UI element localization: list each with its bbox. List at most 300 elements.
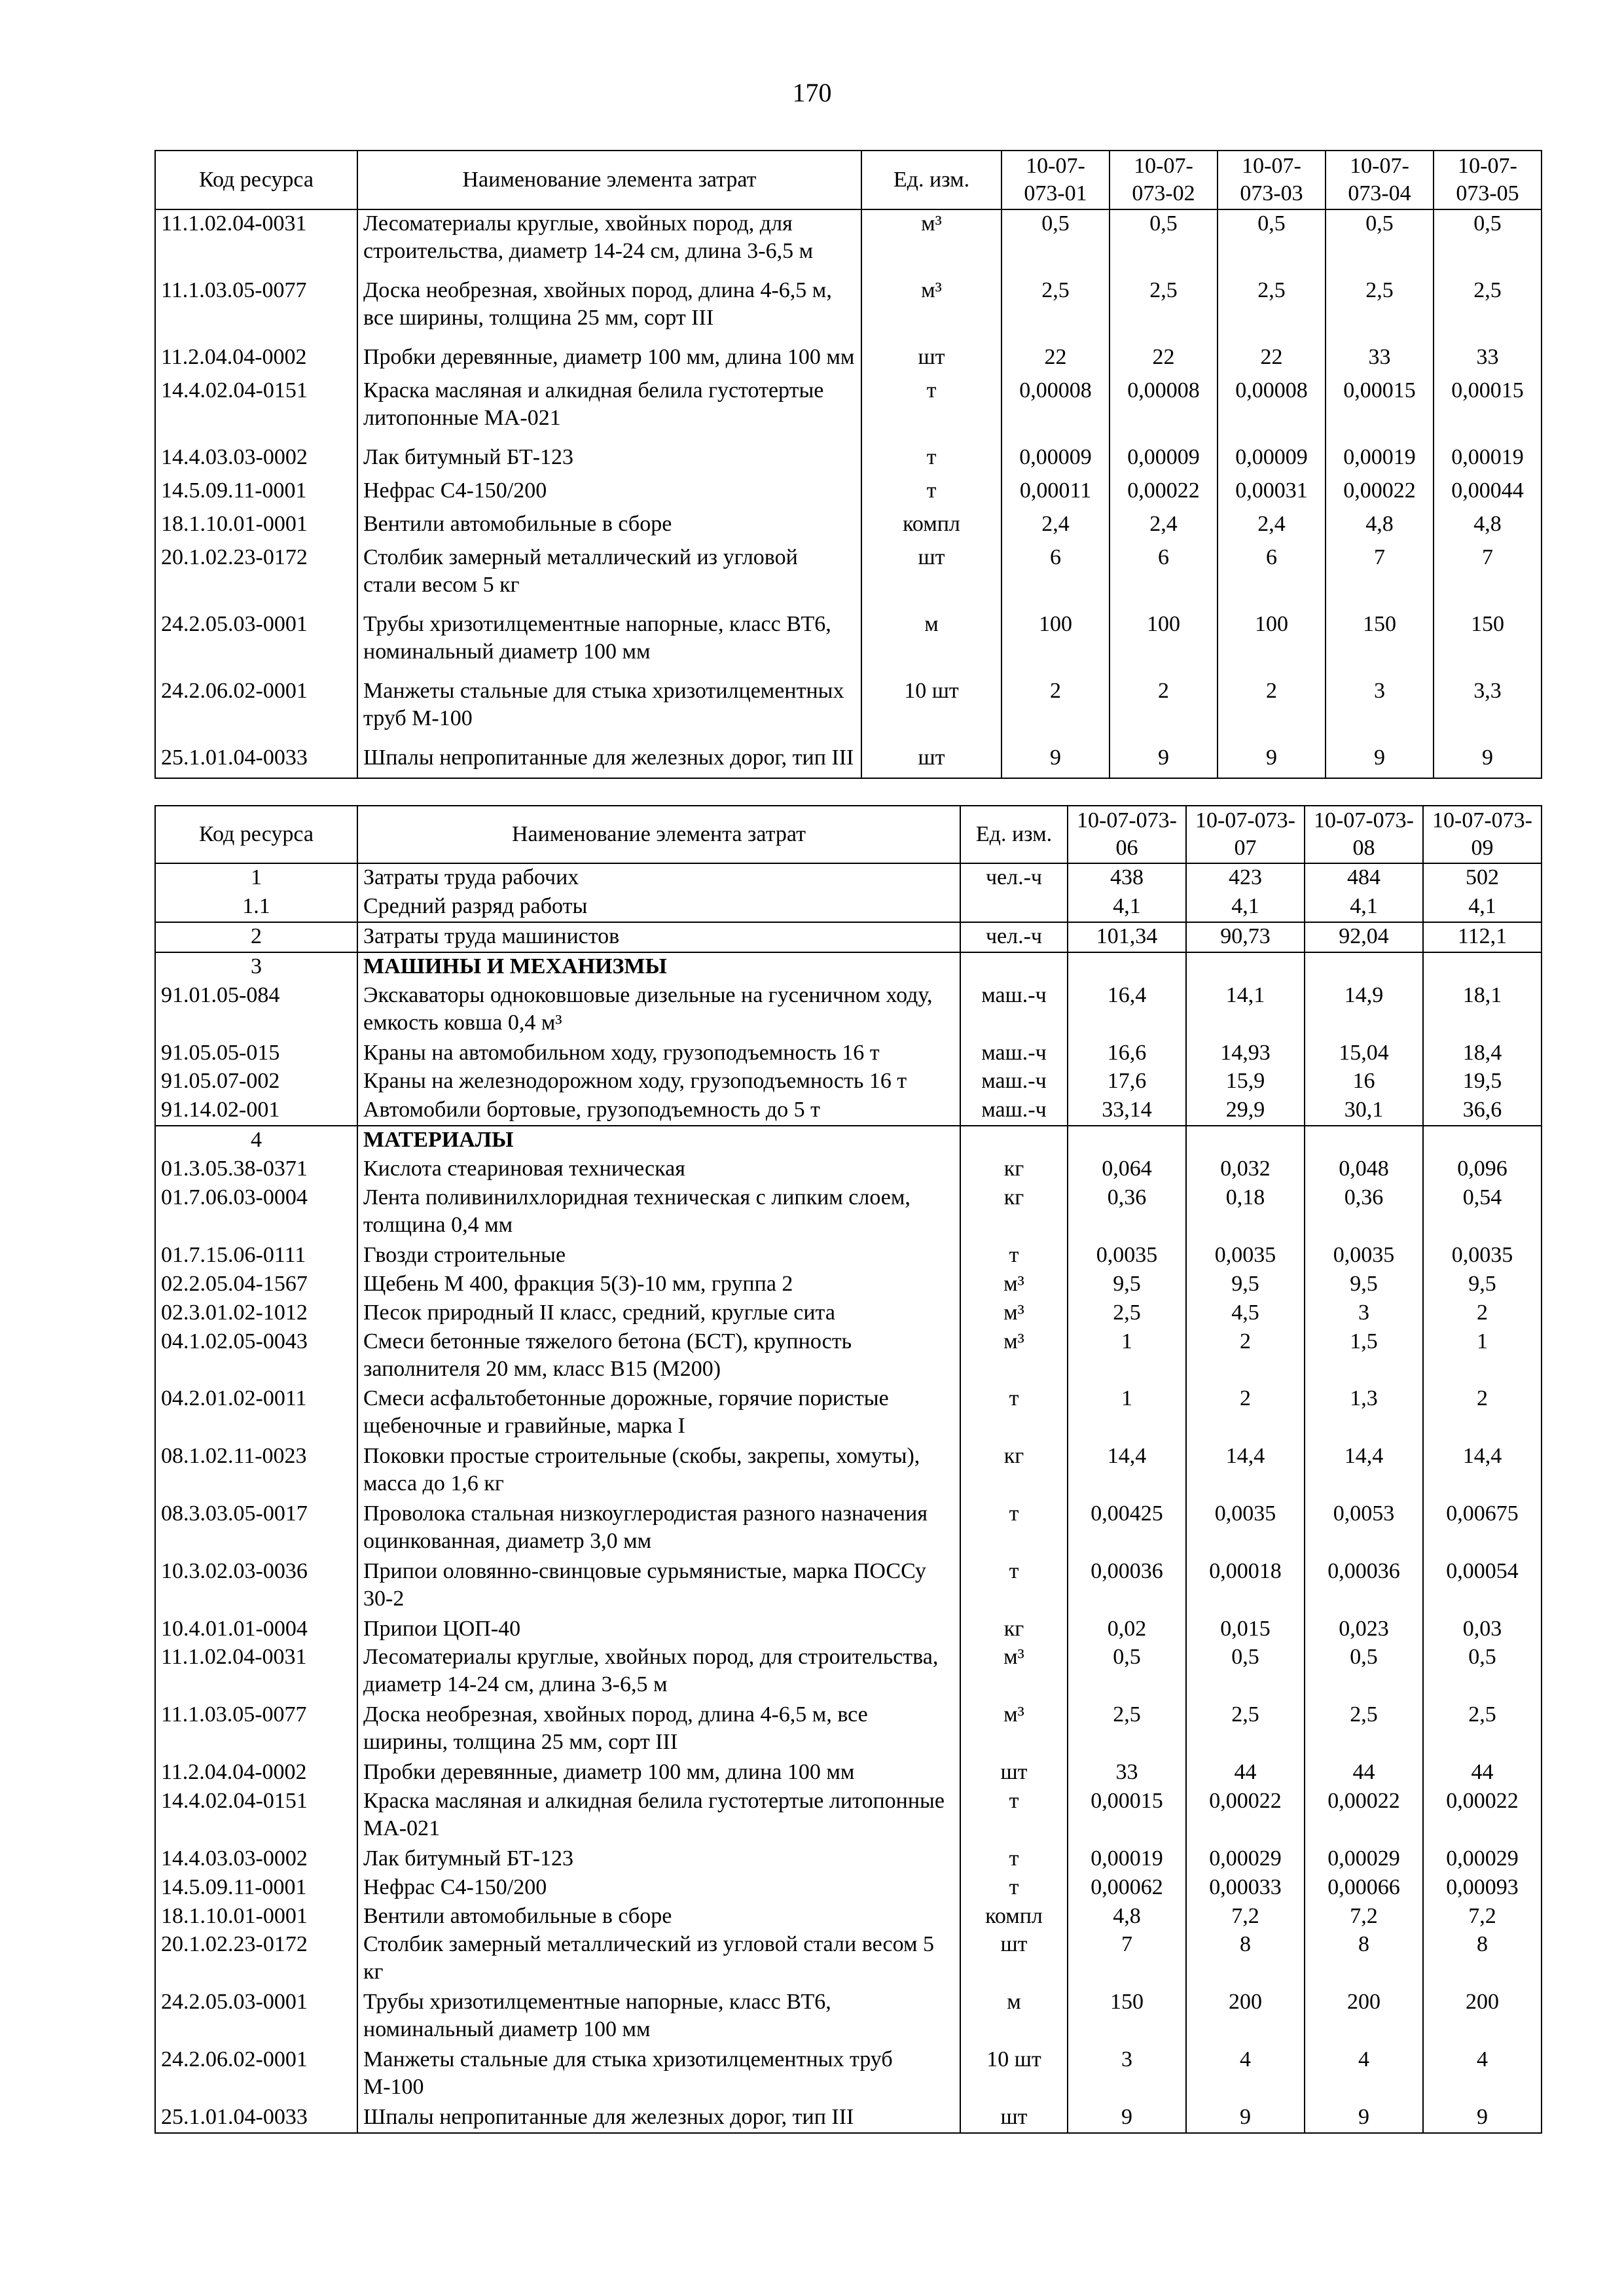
value-cell: 6: [1001, 544, 1110, 611]
value-cell: 33: [1068, 1759, 1186, 1787]
resource-code-cell: 01.7.06.03-0004: [155, 1184, 357, 1242]
value-cell: 14,9: [1305, 982, 1423, 1039]
resource-code-cell: 20.1.02.23-0172: [155, 1931, 357, 1988]
table-header-row: [155, 806, 1542, 863]
value-cell: [1423, 1126, 1542, 1155]
table-row: [155, 1299, 1542, 1328]
table-row: [155, 1874, 1542, 1903]
table-row: [155, 863, 1542, 893]
value-cell: 0,36: [1305, 1184, 1423, 1242]
value-cell: 150: [1326, 611, 1434, 677]
resource-code-cell: 04.1.02.05-0043: [155, 1328, 357, 1386]
unit-cell: т: [861, 444, 1001, 477]
value-cell: 100: [1218, 611, 1326, 677]
value-cell: 2,5: [1068, 1299, 1186, 1328]
value-cell: 0,5: [1001, 209, 1110, 277]
value-cell: 6: [1218, 544, 1326, 611]
resource-code-cell: 11.2.04.04-0002: [155, 344, 357, 377]
value-cell: 9: [1068, 2104, 1186, 2133]
header-norm-col: 10-07-073-01: [1001, 151, 1110, 209]
cost-element-cell: Лесоматериалы круглые, хвойных пород, для строительства, диаметр 14-24 см, длина 3-6,5 м: [357, 1643, 960, 1701]
header-unit: Ед. изм.: [861, 151, 1001, 209]
header-cost-element: Наименование элемента затрат: [357, 806, 960, 863]
value-cell: 9: [1001, 744, 1110, 778]
value-cell: 0,00011: [1001, 477, 1110, 511]
value-cell: [1423, 952, 1542, 982]
table-row: [155, 677, 1542, 744]
cost-element-cell: Столбик замерный металлический из угловой стали весом 5 кг: [357, 544, 861, 611]
table-row: [155, 1385, 1542, 1443]
value-cell: 15,9: [1186, 1067, 1305, 1096]
cost-element-cell: Щебень М 400, фракция 5(3)-10 мм, группа 2: [357, 1270, 960, 1299]
value-cell: 9: [1110, 744, 1218, 778]
value-cell: 22: [1218, 344, 1326, 377]
unit-cell: [960, 1126, 1068, 1155]
resource-code-cell: 25.1.01.04-0033: [155, 744, 357, 778]
value-cell: 9: [1305, 2104, 1423, 2133]
value-cell: [1305, 1126, 1423, 1155]
value-cell: 0,5: [1186, 1643, 1305, 1701]
cost-element-cell: Смеси бетонные тяжелого бетона (БСТ), крупность заполнителя 20 мм, класс В15 (М200): [357, 1328, 960, 1386]
unit-cell: компл: [960, 1903, 1068, 1931]
cost-element-cell: Экскаваторы одноковшовые дизельные на гусеничном ходу, емкость ковша 0,4 м³: [357, 982, 960, 1039]
value-cell: 4,1: [1305, 893, 1423, 922]
value-cell: 4,8: [1434, 511, 1542, 544]
value-cell: 101,34: [1068, 922, 1186, 952]
value-cell: 0,00033: [1186, 1874, 1305, 1903]
value-cell: 7,2: [1305, 1903, 1423, 1931]
value-cell: 4,1: [1186, 893, 1305, 922]
cost-element-cell: Столбик замерный металлический из угловой стали весом 5 кг: [357, 1931, 960, 1988]
value-cell: 0,00036: [1305, 1558, 1423, 1615]
unit-cell: т: [960, 1242, 1068, 1270]
value-cell: 0,00009: [1110, 444, 1218, 477]
value-cell: 100: [1001, 611, 1110, 677]
unit-cell: кг: [960, 1615, 1068, 1644]
table-row: [155, 1787, 1542, 1845]
value-cell: 2: [1001, 677, 1110, 744]
value-cell: 0,00062: [1068, 1874, 1186, 1903]
value-cell: 30,1: [1305, 1096, 1423, 1126]
unit-cell: [960, 893, 1068, 922]
table-row: [155, 277, 1542, 344]
value-cell: 7,2: [1423, 1903, 1542, 1931]
value-cell: 0,00008: [1110, 377, 1218, 444]
value-cell: 9,5: [1186, 1270, 1305, 1299]
table-row: [155, 1701, 1542, 1759]
resource-code-cell: 10.4.01.01-0004: [155, 1615, 357, 1644]
table-row: [155, 1615, 1542, 1644]
resource-code-cell: 91.14.02-001: [155, 1096, 357, 1126]
unit-cell: 10 шт: [861, 677, 1001, 744]
value-cell: 0,5: [1068, 1643, 1186, 1701]
value-cell: 0,5: [1218, 209, 1326, 277]
value-cell: 22: [1001, 344, 1110, 377]
table-row: [155, 922, 1542, 952]
resource-code-cell: 25.1.01.04-0033: [155, 2104, 357, 2133]
value-cell: 4,8: [1326, 511, 1434, 544]
value-cell: 112,1: [1423, 922, 1542, 952]
value-cell: 4,8: [1068, 1903, 1186, 1931]
table-header-row: [155, 151, 1542, 209]
cost-element-cell: Нефрас С4-150/200: [357, 477, 861, 511]
value-cell: 3,3: [1434, 677, 1542, 744]
unit-cell: шт: [960, 2104, 1068, 2133]
cost-element-cell: Лента поливинилхлоридная техническая с липким слоем, толщина 0,4 мм: [357, 1184, 960, 1242]
table-row: [155, 744, 1542, 778]
value-cell: [1186, 952, 1305, 982]
table-row: [155, 1242, 1542, 1270]
value-cell: 0,00022: [1326, 477, 1434, 511]
value-cell: 2,5: [1110, 277, 1218, 344]
table-row: [155, 1184, 1542, 1242]
value-cell: 1,3: [1305, 1385, 1423, 1443]
table-row: [155, 1039, 1542, 1068]
value-cell: 0,00675: [1423, 1500, 1542, 1558]
unit-cell: шт: [960, 1931, 1068, 1988]
resource-code-cell: 91.01.05-084: [155, 982, 357, 1039]
value-cell: 9: [1218, 744, 1326, 778]
resource-code-cell: 11.2.04.04-0002: [155, 1759, 357, 1787]
value-cell: 0,048: [1305, 1155, 1423, 1184]
cost-element-cell: Краска масляная и алкидная белила густотертые литопонные МА-021: [357, 377, 861, 444]
value-cell: 0,54: [1423, 1184, 1542, 1242]
cost-element-cell: Затраты труда рабочих: [357, 863, 960, 893]
resource-code-cell: 11.1.02.04-0031: [155, 1643, 357, 1701]
value-cell: 8: [1305, 1931, 1423, 1988]
cost-element-cell: Лак битумный БТ-123: [357, 1845, 960, 1874]
cost-element-cell: Лесоматериалы круглые, хвойных пород, для строительства, диаметр 14-24 см, длина 3-6,5 м: [357, 209, 861, 277]
header-resource-code: Код ресурса: [155, 806, 357, 863]
table-row: [155, 344, 1542, 377]
unit-cell: т: [960, 1787, 1068, 1845]
value-cell: 0,00015: [1326, 377, 1434, 444]
table-row: [155, 1270, 1542, 1299]
value-cell: 0,0035: [1186, 1500, 1305, 1558]
cost-element-cell: Пробки деревянные, диаметр 100 мм, длина 100 мм: [357, 344, 861, 377]
unit-cell: кг: [960, 1155, 1068, 1184]
value-cell: 0,00425: [1068, 1500, 1186, 1558]
resource-code-cell: 14.4.03.03-0002: [155, 1845, 357, 1874]
cost-element-cell: Манжеты стальные для стыка хризотилцементных труб М-100: [357, 2046, 960, 2104]
table-row: [155, 1328, 1542, 1386]
unit-cell: м³: [960, 1328, 1068, 1386]
value-cell: 2,5: [1186, 1701, 1305, 1759]
value-cell: 0,00022: [1110, 477, 1218, 511]
value-cell: 29,9: [1186, 1096, 1305, 1126]
value-cell: 9: [1326, 744, 1434, 778]
table-row: [155, 1443, 1542, 1500]
cost-element-cell: Шпалы непропитанные для железных дорог, тип III: [357, 744, 861, 778]
value-cell: 18,4: [1423, 1039, 1542, 1068]
cost-element-cell: Доска необрезная, хвойных пород, длина 4-6,5 м, все ширины, толщина 25 мм, сорт III: [357, 277, 861, 344]
value-cell: 0,0035: [1423, 1242, 1542, 1270]
unit-cell: кг: [960, 1443, 1068, 1500]
cost-element-cell: Нефрас С4-150/200: [357, 1874, 960, 1903]
value-cell: 4: [1423, 2046, 1542, 2104]
header-norm-col: 10-07-073-02: [1110, 151, 1218, 209]
value-cell: 0,00054: [1423, 1558, 1542, 1615]
value-cell: 0,03: [1423, 1615, 1542, 1644]
cost-element-cell: Гвозди строительные: [357, 1242, 960, 1270]
value-cell: 2: [1186, 1385, 1305, 1443]
cost-element-cell: Краны на железнодорожном ходу, грузоподъемность 16 т: [357, 1067, 960, 1096]
cost-element-cell: Кислота стеариновая техническая: [357, 1155, 960, 1184]
resource-code-cell: 02.2.05.04-1567: [155, 1270, 357, 1299]
value-cell: 4: [1186, 2046, 1305, 2104]
unit-cell: маш.-ч: [960, 1067, 1068, 1096]
value-cell: 0,00015: [1068, 1787, 1186, 1845]
cost-element-cell: Поковки простые строительные (скобы, закрепы, хомуты), масса до 1,6 кг: [357, 1443, 960, 1500]
table-row: [155, 1558, 1542, 1615]
value-cell: 3: [1305, 1299, 1423, 1328]
cost-element-cell: Смеси асфальтобетонные дорожные, горячие пористые щебеночные и гравийные, марка I: [357, 1385, 960, 1443]
cost-element-cell: Пробки деревянные, диаметр 100 мм, длина 100 мм: [357, 1759, 960, 1787]
cost-element-cell: Проволока стальная низкоуглеродистая разного назначения оцинкованная, диаметр 3,0 мм: [357, 1500, 960, 1558]
value-cell: 200: [1186, 1988, 1305, 2046]
value-cell: 7: [1326, 544, 1434, 611]
value-cell: [1068, 952, 1186, 982]
value-cell: 33: [1326, 344, 1434, 377]
unit-cell: шт: [861, 744, 1001, 778]
table-row: [155, 1500, 1542, 1558]
value-cell: 16: [1305, 1067, 1423, 1096]
table-row: [155, 444, 1542, 477]
value-cell: 0,5: [1110, 209, 1218, 277]
value-cell: 150: [1068, 1988, 1186, 2046]
unit-cell: м³: [960, 1643, 1068, 1701]
value-cell: 0,00022: [1423, 1787, 1542, 1845]
value-cell: 0,36: [1068, 1184, 1186, 1242]
value-cell: 0,032: [1186, 1155, 1305, 1184]
unit-cell: 10 шт: [960, 2046, 1068, 2104]
value-cell: 484: [1305, 863, 1423, 893]
unit-cell: шт: [960, 1759, 1068, 1787]
header-norm-col: 10-07-073-07: [1186, 806, 1305, 863]
value-cell: 2: [1186, 1328, 1305, 1386]
cost-element-cell: Трубы хризотилцементные напорные, класс ВТ6, номинальный диаметр 100 мм: [357, 611, 861, 677]
unit-cell: м³: [960, 1701, 1068, 1759]
value-cell: 36,6: [1423, 1096, 1542, 1126]
value-cell: 33,14: [1068, 1096, 1186, 1126]
value-cell: 90,73: [1186, 922, 1305, 952]
resource-code-cell: 01.7.15.06-0111: [155, 1242, 357, 1270]
value-cell: 4,5: [1186, 1299, 1305, 1328]
value-cell: 0,00066: [1305, 1874, 1423, 1903]
table-row: [155, 1931, 1542, 1988]
header-norm-col: 10-07-073-04: [1326, 151, 1434, 209]
unit-cell: м³: [861, 277, 1001, 344]
value-cell: 2: [1423, 1299, 1542, 1328]
value-cell: 14,1: [1186, 982, 1305, 1039]
value-cell: 0,5: [1305, 1643, 1423, 1701]
value-cell: 0,00008: [1001, 377, 1110, 444]
value-cell: 2,4: [1001, 511, 1110, 544]
value-cell: 2,4: [1218, 511, 1326, 544]
unit-cell: т: [960, 1558, 1068, 1615]
table-row: [155, 982, 1542, 1039]
value-cell: 0,00044: [1434, 477, 1542, 511]
cost-element-cell: Песок природный II класс, средний, круглые сита: [357, 1299, 960, 1328]
unit-cell: т: [861, 477, 1001, 511]
cost-element-cell: Краска масляная и алкидная белила густотертые литопонные МА-021: [357, 1787, 960, 1845]
table-row: [155, 209, 1542, 277]
cost-element-cell: Доска необрезная, хвойных пород, длина 4-6,5 м, все ширины, толщина 25 мм, сорт III: [357, 1701, 960, 1759]
cost-element-cell: Трубы хризотилцементные напорные, класс ВТ6, номинальный диаметр 100 мм: [357, 1988, 960, 2046]
value-cell: 2: [1218, 677, 1326, 744]
value-cell: 9: [1434, 744, 1542, 778]
unit-cell: маш.-ч: [960, 1039, 1068, 1068]
value-cell: 0,096: [1423, 1155, 1542, 1184]
value-cell: 0,064: [1068, 1155, 1186, 1184]
unit-cell: компл: [861, 511, 1001, 544]
value-cell: 1: [1423, 1328, 1542, 1386]
header-unit: Ед. изм.: [960, 806, 1068, 863]
value-cell: 19,5: [1423, 1067, 1542, 1096]
value-cell: 17,6: [1068, 1067, 1186, 1096]
value-cell: 8: [1186, 1931, 1305, 1988]
unit-cell: м³: [960, 1270, 1068, 1299]
unit-cell: шт: [861, 544, 1001, 611]
value-cell: 1: [1068, 1385, 1186, 1443]
value-cell: 150: [1434, 611, 1542, 677]
header-resource-code: Код ресурса: [155, 151, 357, 209]
cost-element-cell: МАШИНЫ И МЕХАНИЗМЫ: [357, 952, 960, 982]
table-row: [155, 893, 1542, 922]
resource-code-cell: 24.2.05.03-0001: [155, 1988, 357, 2046]
table-row: [155, 1067, 1542, 1096]
value-cell: 4,1: [1423, 893, 1542, 922]
value-cell: [1068, 1126, 1186, 1155]
cost-element-cell: Припои оловянно-свинцовые сурьмянистые, марка ПОССу 30-2: [357, 1558, 960, 1615]
table-row: [155, 544, 1542, 611]
resource-code-cell: 4: [155, 1126, 357, 1155]
unit-cell: [960, 952, 1068, 982]
value-cell: 9,5: [1423, 1270, 1542, 1299]
value-cell: 14,93: [1186, 1039, 1305, 1068]
value-cell: 0,00015: [1434, 377, 1542, 444]
value-cell: 2,5: [1001, 277, 1110, 344]
value-cell: 44: [1186, 1759, 1305, 1787]
value-cell: 0,00019: [1434, 444, 1542, 477]
table-row: [155, 611, 1542, 677]
value-cell: 0,00009: [1001, 444, 1110, 477]
unit-cell: чел.-ч: [960, 922, 1068, 952]
header-norm-col: 10-07-073-09: [1423, 806, 1542, 863]
value-cell: 33: [1434, 344, 1542, 377]
value-cell: 1,5: [1305, 1328, 1423, 1386]
value-cell: 0,0035: [1186, 1242, 1305, 1270]
value-cell: 200: [1423, 1988, 1542, 2046]
unit-cell: м: [861, 611, 1001, 677]
table-row: [155, 1096, 1542, 1126]
header-norm-col: 10-07-073-03: [1218, 151, 1326, 209]
value-cell: 9: [1186, 2104, 1305, 2133]
unit-cell: т: [861, 377, 1001, 444]
value-cell: 15,04: [1305, 1039, 1423, 1068]
table-row: [155, 477, 1542, 511]
value-cell: [1186, 1126, 1305, 1155]
value-cell: 3: [1326, 677, 1434, 744]
value-cell: 9,5: [1305, 1270, 1423, 1299]
value-cell: 423: [1186, 863, 1305, 893]
value-cell: 0,00009: [1218, 444, 1326, 477]
value-cell: 44: [1305, 1759, 1423, 1787]
value-cell: 0,00019: [1068, 1845, 1186, 1874]
value-cell: 44: [1423, 1759, 1542, 1787]
resource-code-cell: 04.2.01.02-0011: [155, 1385, 357, 1443]
unit-cell: чел.-ч: [960, 863, 1068, 893]
resource-code-cell: 02.3.01.02-1012: [155, 1299, 357, 1328]
page-number: 170: [792, 78, 832, 107]
value-cell: 0,5: [1423, 1643, 1542, 1701]
resource-code-cell: 18.1.10.01-0001: [155, 511, 357, 544]
table-row: [155, 2046, 1542, 2104]
value-cell: 0,00022: [1186, 1787, 1305, 1845]
value-cell: 14,4: [1305, 1443, 1423, 1500]
value-cell: 7: [1434, 544, 1542, 611]
value-cell: 4: [1305, 2046, 1423, 2104]
value-cell: 2,5: [1423, 1701, 1542, 1759]
resource-code-cell: 1.1: [155, 893, 357, 922]
value-cell: 0,00036: [1068, 1558, 1186, 1615]
resource-code-cell: 11.1.03.05-0077: [155, 277, 357, 344]
resource-code-cell: 08.1.02.11-0023: [155, 1443, 357, 1500]
value-cell: 0,5: [1434, 209, 1542, 277]
value-cell: 0,0035: [1305, 1242, 1423, 1270]
value-cell: 100: [1110, 611, 1218, 677]
value-cell: 0,015: [1186, 1615, 1305, 1644]
value-cell: 9,5: [1068, 1270, 1186, 1299]
resource-code-cell: 11.1.03.05-0077: [155, 1701, 357, 1759]
value-cell: 2,5: [1305, 1701, 1423, 1759]
value-cell: 14,4: [1423, 1443, 1542, 1500]
value-cell: 0,023: [1305, 1615, 1423, 1644]
cost-element-cell: Затраты труда машинистов: [357, 922, 960, 952]
value-cell: 0,18: [1186, 1184, 1305, 1242]
resource-table-1: [154, 150, 1542, 779]
table-row: [155, 2104, 1542, 2133]
unit-cell: м: [960, 1988, 1068, 2046]
resource-code-cell: 14.4.02.04-0151: [155, 1787, 357, 1845]
resource-code-cell: 14.4.03.03-0002: [155, 444, 357, 477]
value-cell: 6: [1110, 544, 1218, 611]
value-cell: 2,5: [1068, 1701, 1186, 1759]
table-row: [155, 1903, 1542, 1931]
resource-code-cell: 1: [155, 863, 357, 893]
value-cell: 0,00018: [1186, 1558, 1305, 1615]
value-cell: 7: [1068, 1931, 1186, 1988]
value-cell: 16,4: [1068, 982, 1186, 1039]
value-cell: 14,4: [1068, 1443, 1186, 1500]
value-cell: 200: [1305, 1988, 1423, 2046]
resource-code-cell: 24.2.05.03-0001: [155, 611, 357, 677]
unit-cell: т: [960, 1385, 1068, 1443]
resource-table-2: [154, 805, 1542, 2134]
value-cell: 0,00093: [1423, 1874, 1542, 1903]
resource-code-cell: 20.1.02.23-0172: [155, 544, 357, 611]
resource-code-cell: 91.05.05-015: [155, 1039, 357, 1068]
cost-element-cell: Вентили автомобильные в сборе: [357, 511, 861, 544]
unit-cell: т: [960, 1500, 1068, 1558]
unit-cell: кг: [960, 1184, 1068, 1242]
resource-code-cell: 2: [155, 922, 357, 952]
unit-cell: м³: [861, 209, 1001, 277]
resource-code-cell: 91.05.07-002: [155, 1067, 357, 1096]
value-cell: 92,04: [1305, 922, 1423, 952]
header-norm-col: 10-07-073-06: [1068, 806, 1186, 863]
cost-element-cell: Шпалы непропитанные для железных дорог, тип III: [357, 2104, 960, 2133]
